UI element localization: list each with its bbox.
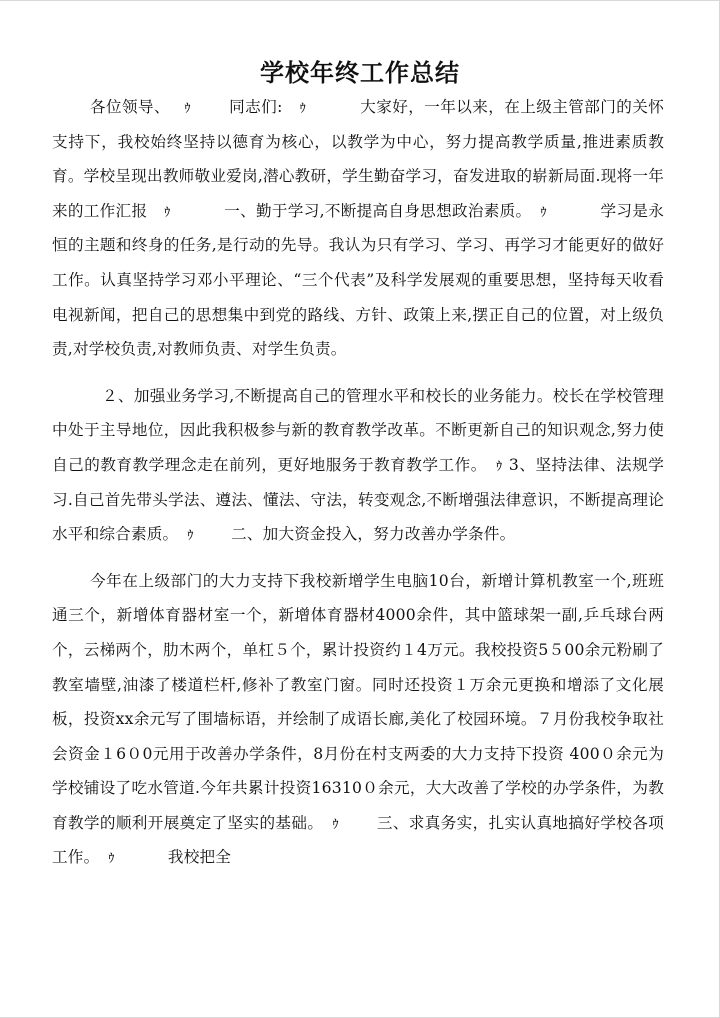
document-body: [52, 90, 664, 875]
document-title: 学校年终工作总结: [260, 59, 460, 87]
paragraph-3: 今年在上级部门的大力支持下我校新增学生电脑10台，新增计算机教室一个,班班通三个，新增体育器材室一个，新增体育器材4000余件，其中篮球架一副,乒乓球台两个，云梯两个，肋木两个，单杠５个，累计投资约１4万元。我校投资5５00余元粉刷了教室墙壁,油漆了楼道栏杆,修补了教室门窗。同时还投资１万余元更换和增添了文化展板，投资xx余元写了围墙标语，并绘制了成语长廊,美化了校园环境。７月份我校争取社会资金１6０0元用于改善办学条件，8月份在村支两委的大力支持下投资 400０余元为学校铺设了吃水管道.今年共累计投资16310０余元，大大改善了学校的办学条件，为教育教学的顺利开展奠定了坚实的基础。 ｩ 三、求真务实，扎实认真地搞好学校各项工作。 ｩ 我校把全: [52, 571, 664, 867]
paragraph-2: ２、加强业务学习,不断提高自己的管理水平和校长的业务能力。校长在学校管理中处于主导地位，因此我积极参与新的教育教学改革。不断更新自己的知识观念,努力使自己的教育教学理念走在前列，更好地服务于教育教学工作。 ｩ 3、坚持法律、法规学习.自己首先带头学法、遵法、懂法、守法，转变观念,不断增强法律意识，不断提高理论水平和综合素质。 ｩ 二、加大资金投入，努力改善办学条件。: [52, 386, 664, 544]
paragraph-1: 各位领导、 ｩ 同志们: ｩ 大家好，一年以来，在上级主管部门的关怀支持下，我校始终坚持以德育为核心，以教学为中心，努力提高教学质量,推进素质教育。学校呈现出教师敬业爱岗,潜心教研，学生勤奋学习，奋发进取的崭新局面.现将一年来的工作汇报 ｩ 一、勤于学习,不断提高自身思想政治素质。 ｩ 学习是永恒的主题和终身的任务,是行动的先导。我认为只有学习、学习、再学习才能更好的做好工作。认真坚持学习邓小平理论、“三个代表”及科学发展观的重要思想，坚持每天收看电视新闻，把自己的思想集中到党的路线、方针、政策上来,摆正自己的位置，对上级负责,对学校负责,对教师负责、对学生负责。: [52, 98, 664, 359]
